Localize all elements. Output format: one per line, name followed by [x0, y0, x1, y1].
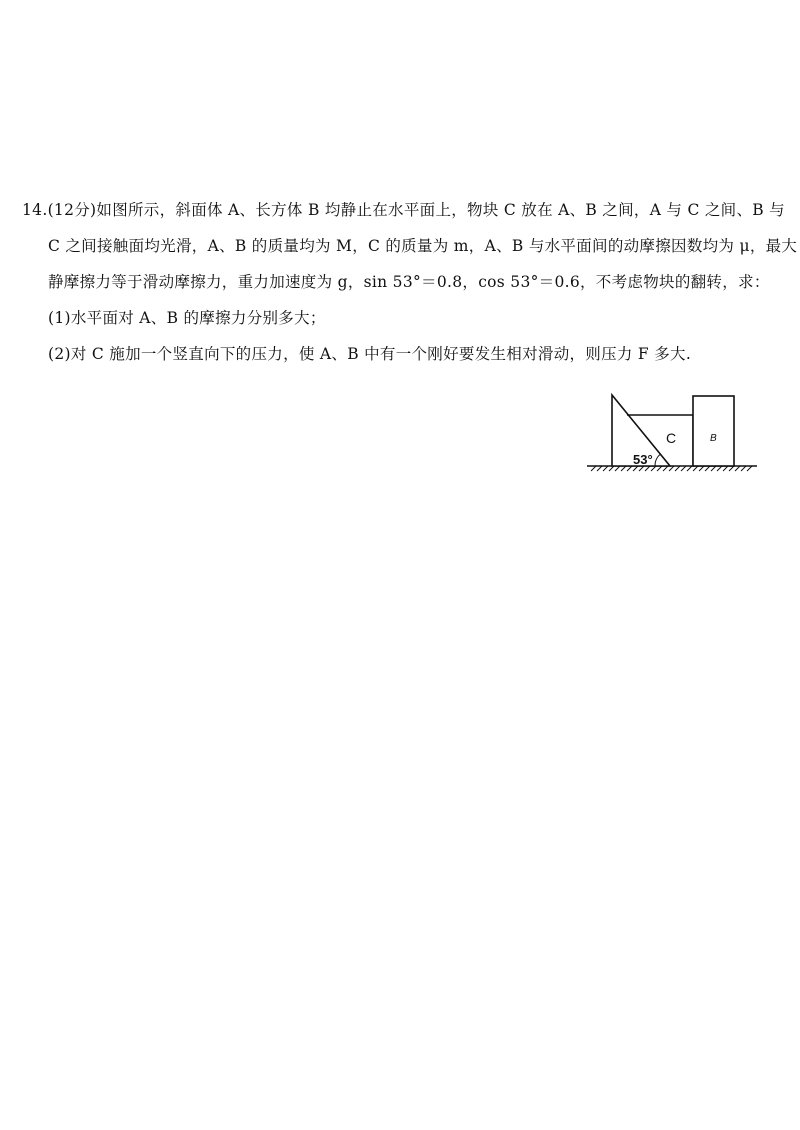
problem-line-1	[22, 192, 785, 228]
problem-block	[22, 192, 798, 372]
label-c: C	[666, 430, 677, 446]
label-b: B	[710, 433, 717, 444]
problem-number: 14.	[22, 201, 48, 219]
block-b	[693, 396, 734, 466]
problem-line-3: 静摩擦力等于滑动摩擦力，重力加速度为 g，sin 53°＝0.8，cos 53°＝0.6，不考虑物块的翻转，求：	[48, 273, 770, 291]
physics-diagram	[585, 390, 765, 480]
question-1: (1)水平面对 A、B 的摩擦力分别多大；	[48, 309, 326, 327]
problem-points: (12分)	[47, 201, 97, 219]
question-2: (2)对 C 施加一个竖直向下的压力，使 A、B 中有一个刚好要发生相对滑动，则压力 F 多大.	[48, 345, 692, 363]
problem-text-1: 如图所示，斜面体 A、长方体 B 均静止在水平面上，物块 C 放在 A、B 之间，A 与 C 之间、B 与	[96, 201, 785, 219]
problem-line-2: C 之间接触面均光滑，A、B 的质量均为 M，C 的质量为 m，A、B 与水平面间的动摩擦因数均为 μ，最大	[48, 237, 798, 255]
angle-label: 53°	[633, 452, 653, 467]
